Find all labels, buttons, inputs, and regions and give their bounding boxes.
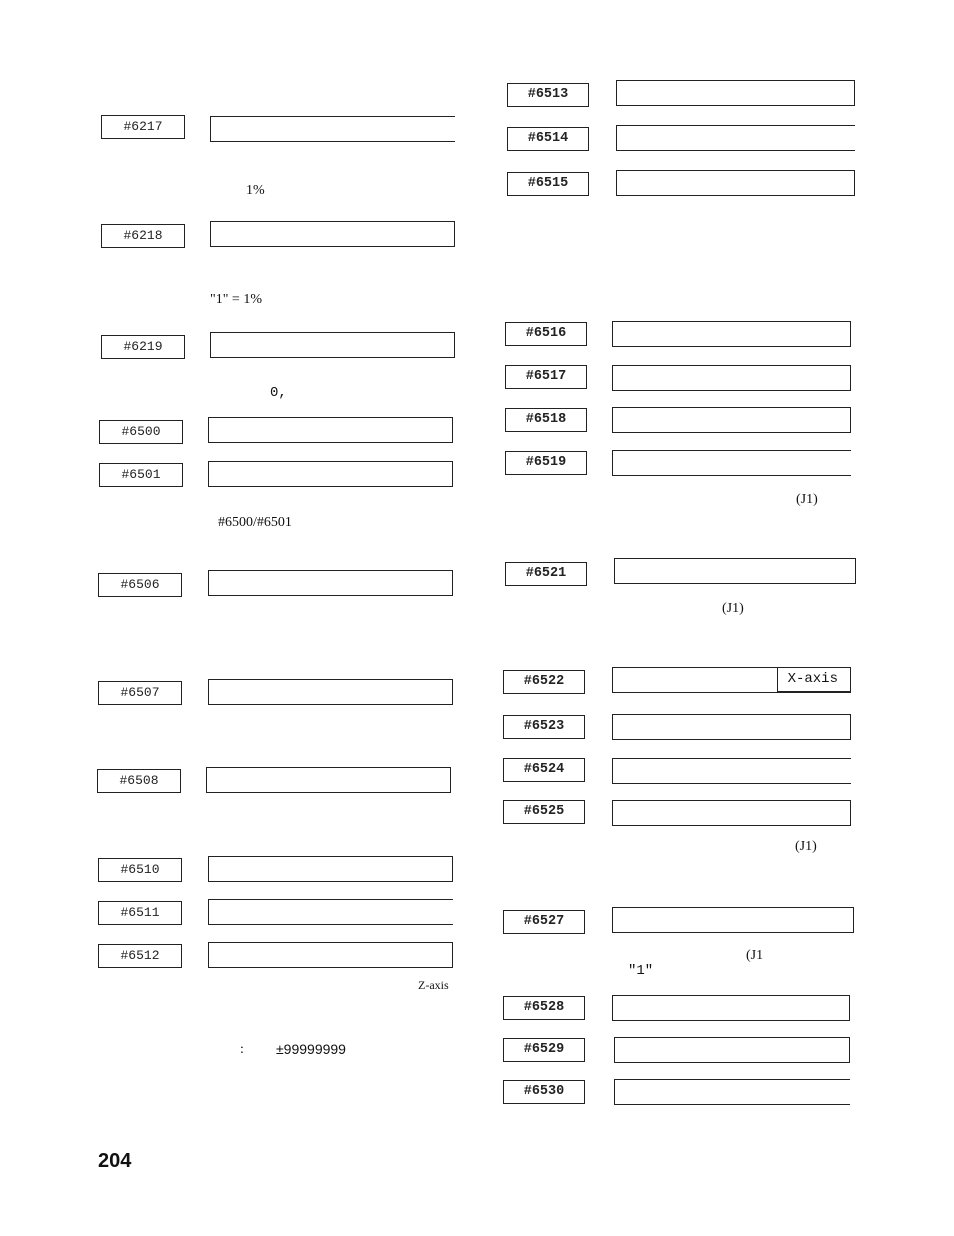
param-number-6523: #6523 [503,715,585,739]
param-box-6217 [210,116,455,142]
param-number-6219: #6219 [101,335,185,359]
param-box-6530 [614,1079,850,1105]
param-box-6524 [612,758,851,784]
param-number-6512: #6512 [98,944,182,968]
page-number: 204 [98,1150,132,1172]
param-number-6516: #6516 [505,322,587,346]
param-number-6519: #6519 [505,451,587,475]
param-box-6529 [614,1037,850,1063]
param-box-6218 [210,221,455,247]
text-fragment: (J1) [795,839,817,854]
param-box-6500 [208,417,453,443]
param-box-6515 [616,170,855,196]
param-box-6507 [208,679,453,705]
param-box-6517 [612,365,851,391]
text-fragment: Z-axis [418,978,449,992]
text-fragment: ±99999999 [276,1041,346,1057]
text-fragment: : [240,1042,244,1057]
param-number-6529: #6529 [503,1038,585,1062]
text-fragment: 0, [270,385,287,401]
param-number-6501: #6501 [99,463,183,487]
param-number-6508: #6508 [97,769,181,793]
param-number-6218: #6218 [101,224,185,248]
param-number-6527: #6527 [503,910,585,934]
text-fragment: #6500/#6501 [218,515,292,530]
param-box-6523 [612,714,851,740]
param-box-6522 [612,667,851,693]
param-box-6501 [208,461,453,487]
param-number-6517: #6517 [505,365,587,389]
param-box-6508 [206,767,451,793]
text-fragment: "1" [628,963,654,979]
param-number-6528: #6528 [503,996,585,1020]
param-box-6514 [616,125,855,151]
param-box-6528 [612,995,850,1021]
param-number-6514: #6514 [507,127,589,151]
param-number-6524: #6524 [503,758,585,782]
param-number-6506: #6506 [98,573,182,597]
param-number-6507: #6507 [98,681,182,705]
param-box-6511 [208,899,453,925]
x-axis-label: X-axis [777,668,850,692]
param-number-6500: #6500 [99,420,183,444]
param-box-6516 [612,321,851,347]
param-box-6506 [208,570,453,596]
param-number-6522: #6522 [503,670,585,694]
param-box-6219 [210,332,455,358]
param-number-6217: #6217 [101,115,185,139]
param-box-6525 [612,800,851,826]
param-number-6525: #6525 [503,800,585,824]
text-fragment: "1" = 1% [210,292,262,307]
param-number-6510: #6510 [98,858,182,882]
param-number-6513: #6513 [507,83,589,107]
param-box-6510 [208,856,453,882]
text-fragment: (J1 [746,948,764,963]
param-box-6527 [612,907,854,933]
param-number-6521: #6521 [505,562,587,586]
text-fragment: (J1) [796,492,818,507]
text-fragment: (J1) [722,601,744,616]
param-box-6512 [208,942,453,968]
param-box-6519 [612,450,851,476]
param-number-6518: #6518 [505,408,587,432]
param-box-6513 [616,80,855,106]
param-number-6530: #6530 [503,1080,585,1104]
param-number-6515: #6515 [507,172,589,196]
param-box-6521 [614,558,856,584]
param-box-6518 [612,407,851,433]
param-number-6511: #6511 [98,901,182,925]
text-fragment: 1% [246,183,265,198]
